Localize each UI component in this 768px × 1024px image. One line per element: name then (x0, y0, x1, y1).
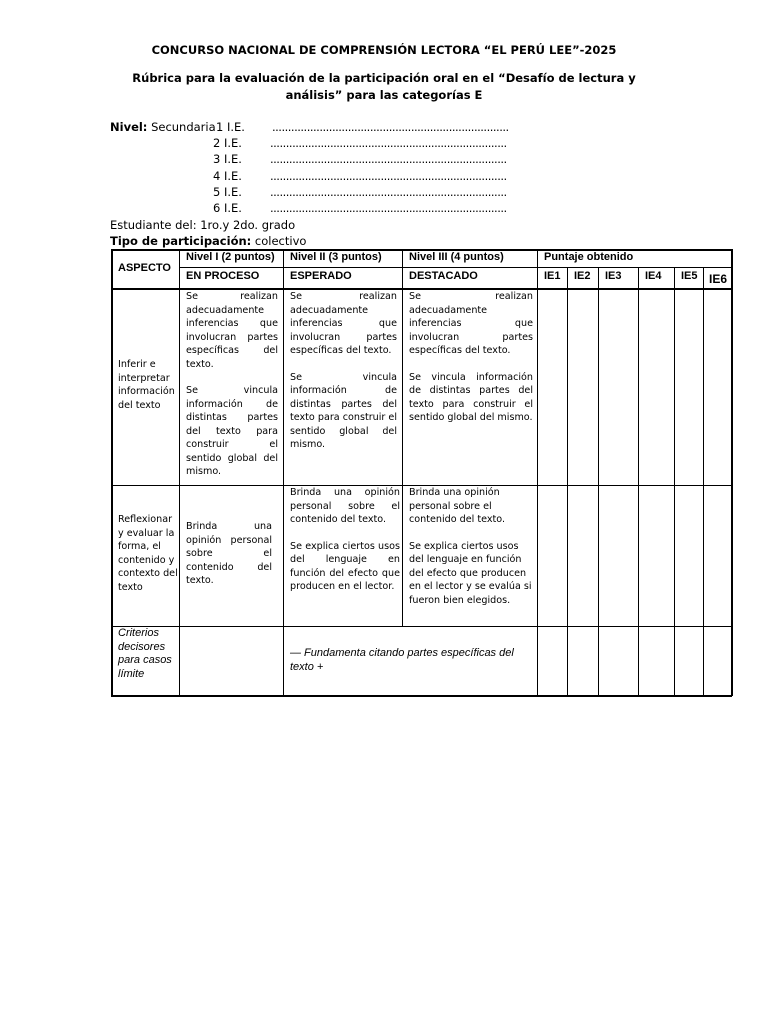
tipo-line (110, 234, 306, 248)
ie-line-blank: ........................................................................... (272, 120, 509, 134)
nivel-value: Secundaria (151, 120, 216, 134)
tipo-value: colectivo (254, 234, 307, 248)
ie-line-blank: ........................................................................... (270, 136, 507, 150)
descriptor: Se explica ciertos usos del lenguaje en función del efecto que producen en el lector. (290, 540, 400, 592)
ie-column-header: IE5 (681, 270, 698, 282)
criteria-label: Criterios decisores para casos límite (118, 627, 172, 680)
table-border (283, 249, 284, 696)
ie-line-label: 2 I.E. (213, 136, 242, 150)
descriptor: Se vincula información de distintas partes del texto para construir el sentido global del mismo. (186, 385, 278, 477)
ie-line-label: 1 I.E. (216, 120, 245, 134)
estudiante-line: Estudiante del: 1ro.y 2do. grado (110, 218, 296, 232)
descriptor: Se vincula información de distintas partes del texto para construir el sentido global del mismo. (290, 371, 397, 450)
document-subtitle: Rúbrica para la evaluación de la participación oral en el “Desafío de lectura y análisis” para las categorías E (132, 71, 636, 102)
table-border (179, 267, 732, 268)
table-border (674, 267, 675, 696)
ie-column-header: IE3 (605, 270, 622, 282)
row-2-level-3 (409, 486, 535, 607)
table-border (638, 267, 639, 696)
puntaje-header: Puntaje obtenido (544, 251, 634, 263)
table-border (111, 249, 113, 696)
table-border (567, 267, 568, 696)
ie-line-blank: ........................................................................... (270, 152, 507, 166)
ie-line-label: 5 I.E. (213, 185, 242, 199)
descriptor: Se vincula información de distintas partes del texto para construir el sentido global del mismo. (409, 371, 533, 423)
ie-column-header: IE6 (709, 272, 728, 286)
ie-line-label: 4 I.E. (213, 169, 242, 183)
table-border (731, 249, 733, 696)
descriptor: Se realizan adecuadamente inferencias que involucran partes específicas del texto. (409, 291, 533, 356)
descriptor: Se explica ciertos usos del lenguaje en función del efecto que producen en el lector y se evalúa si fueron bien elegidos. (409, 540, 532, 606)
criteria-text: — Fundamenta citando partes específicas del texto + (290, 647, 514, 673)
ie-line-label: 3 I.E. (213, 152, 242, 166)
ie-column-header: IE1 (544, 270, 561, 282)
ie-line-blank: ........................................................................... (270, 185, 507, 199)
table-border (537, 249, 538, 696)
ie-column-header: IE4 (645, 270, 662, 282)
level-3-status: DESTACADO (409, 270, 478, 282)
row-2-aspect: Reflexionar y evaluar la forma, el contenido y contexto del texto (118, 514, 178, 593)
level-1-header: Nivel I (2 puntos) (186, 251, 275, 263)
aspecto-header: ASPECTO (118, 262, 171, 274)
descriptor: Brinda una opinión personal sobre el contenido del texto. (186, 521, 272, 586)
row-1-level-3 (409, 290, 533, 425)
row-2-level-2 (290, 486, 400, 594)
tipo-label: Tipo de participación: (110, 234, 252, 248)
table-border (179, 249, 180, 696)
level-1-status: EN PROCESO (186, 270, 260, 282)
ie-line-blank: ........................................................................... (270, 201, 507, 215)
ie-line-label: 6 I.E. (213, 201, 242, 215)
descriptor: Brinda una opinión personal sobre el contenido del texto. (409, 487, 506, 525)
document-title: CONCURSO NACIONAL DE COMPRENSIÓN LECTORA “EL PERÚ LEE”-2025 (151, 43, 617, 57)
nivel-label: Nivel: (110, 120, 148, 134)
row-1-level-1 (186, 290, 278, 479)
row-1-aspect: Inferir e interpretar información del texto (118, 359, 175, 411)
ie-line-blank: ........................................................................... (270, 169, 507, 183)
descriptor: Se realizan adecuadamente inferencias que involucran partes específicas del texto. (290, 291, 397, 356)
level-2-header: Nivel II (3 puntos) (290, 251, 382, 263)
descriptor: Brinda una opinión personal sobre el contenido del texto. (290, 487, 400, 525)
ie-column-header: IE2 (574, 270, 591, 282)
row-2-level-1 (186, 520, 272, 588)
row-1-level-2 (290, 290, 397, 452)
table-border (598, 267, 599, 696)
level-2-status: ESPERADO (290, 270, 352, 282)
table-border (402, 249, 403, 627)
nivel-line (110, 120, 216, 134)
level-3-header: Nivel III (4 puntos) (409, 251, 504, 263)
descriptor: Se realizan adecuadamente inferencias que involucran partes específicas del texto. (186, 291, 278, 370)
table-border (703, 267, 704, 696)
